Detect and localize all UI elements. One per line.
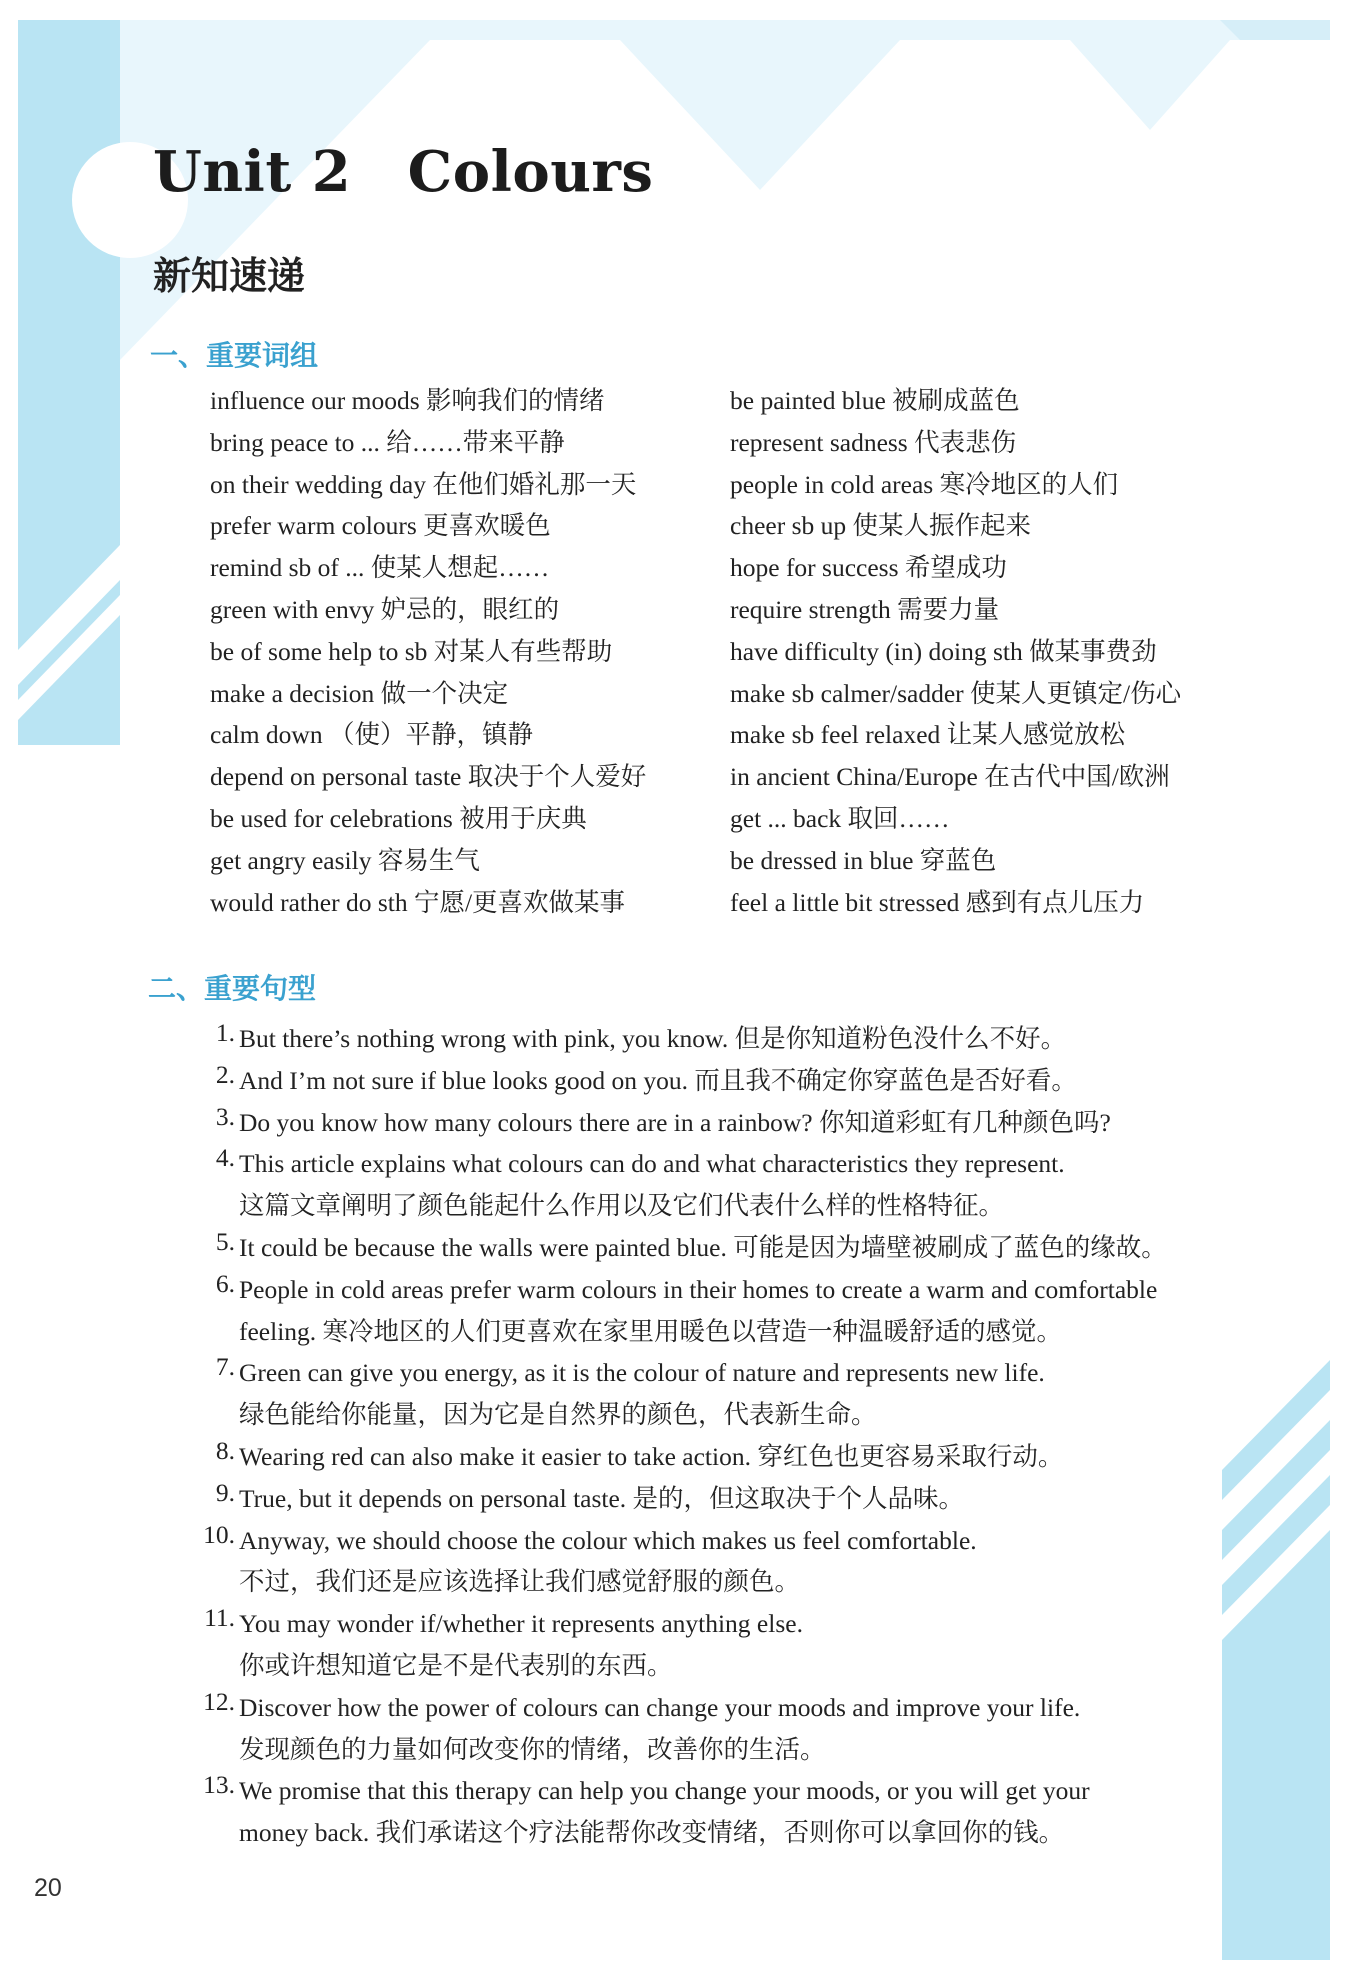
sentence-number: 9. xyxy=(215,1477,235,1507)
sentence-line: Wearing red can also make it easier to take action. 穿红色也更容易采取行动。 xyxy=(239,1441,1064,1471)
phrase-item: represent sadness 代表悲伤 xyxy=(730,427,1017,457)
sentence-item xyxy=(185,1269,1265,1353)
sentence-number: 7. xyxy=(215,1352,235,1382)
section-title: 新知速递 xyxy=(153,254,306,298)
unit-title: Unit 2 Colours xyxy=(153,139,654,205)
sentence-line: But there’s nothing wrong with pink, you know. 但是你知道粉色没什么不好。 xyxy=(239,1024,1067,1053)
sentence-line: It could be because the walls were painted blue. 可能是因为墙壁被刷成了蓝色的缘故。 xyxy=(239,1232,1167,1262)
sentence-line: And I’m not sure if blue looks good on you. 而且我不确定你穿蓝色是否好看。 xyxy=(239,1065,1077,1095)
sentence-number: 2. xyxy=(215,1059,235,1089)
sentence-line: This article explains what colours can do and what characteristics they represent. xyxy=(239,1149,1065,1179)
sentence-line: Anyway, we should choose the colour which makes us feel comfortable. xyxy=(239,1525,977,1555)
phrase-item: remind sb of ... 使某人想起…… xyxy=(210,553,550,583)
sentence-number: 11. xyxy=(204,1603,235,1633)
sentences-heading: 二、重要句型 xyxy=(148,972,317,1005)
sentence-line: 这篇文章阐明了颜色能起什么作用以及它们代表什么样的性格特征。 xyxy=(239,1191,1005,1221)
phrase-item: be painted blue 被刷成蓝色 xyxy=(730,386,1020,415)
sentence-line: Green can give you energy, as it is the colour of nature and represents new life. xyxy=(239,1358,1045,1388)
sentence-line: You may wonder if/whether it represents anything else. xyxy=(239,1609,803,1639)
sentence-item xyxy=(185,1770,1265,1854)
sentence-line: Discover how the power of colours can change your moods and improve your life. xyxy=(239,1692,1081,1722)
phrase-list-right xyxy=(730,380,1181,923)
sentence-line: 你或许想知道它是不是代表别的东西。 xyxy=(239,1650,673,1680)
phrase-item: make a decision 做一个决定 xyxy=(210,678,509,708)
phrase-item: have difficulty (in) doing sth 做某事费劲 xyxy=(730,636,1157,666)
sentence-number: 5. xyxy=(215,1226,235,1256)
sentence-item xyxy=(185,1436,1265,1478)
sentence-line: money back. 我们承诺这个疗法能帮你改变情绪，否则你可以拿回你的钱。 xyxy=(239,1818,1065,1848)
sentence-line: feeling. 寒冷地区的人们更喜欢在家里用暖色以营造一种温暖舒适的感觉。 xyxy=(239,1316,1063,1346)
sentence-line: Do you know how many colours there are in a rainbow? 你知道彩虹有几种颜色吗? xyxy=(239,1107,1111,1137)
phrase-item: green with envy 妒忌的，眼红的 xyxy=(210,594,560,624)
phrase-item: depend on personal taste 取决于个人爱好 xyxy=(210,762,647,792)
phrase-item: influence our moods 影响我们的情绪 xyxy=(210,386,605,415)
sentence-item xyxy=(185,1102,1265,1144)
sentence-line: 不过，我们还是应该选择让我们感觉舒服的颜色。 xyxy=(239,1567,801,1597)
phrase-item: on their wedding day 在他们婚礼那一天 xyxy=(210,469,637,499)
phrase-item: get angry easily 容易生气 xyxy=(210,845,480,875)
phrase-item: feel a little bit stressed 感到有点儿压力 xyxy=(730,887,1145,917)
phrase-item: require strength 需要力量 xyxy=(730,594,1000,624)
phrase-item: make sb feel relaxed 让某人感觉放松 xyxy=(730,720,1126,750)
sentence-number: 4. xyxy=(215,1143,235,1173)
sentence-number: 1. xyxy=(215,1018,235,1047)
sentence-list xyxy=(185,1018,1265,1854)
phrase-item: would rather do sth 宁愿/更喜欢做某事 xyxy=(210,887,626,917)
sentence-line: True, but it depends on personal taste. 是的，但这取决于个人品味。 xyxy=(239,1483,965,1513)
sentence-item xyxy=(185,1603,1265,1687)
sentence-line: People in cold areas prefer warm colours in their homes to create a warm and comfortable xyxy=(239,1274,1158,1304)
phrase-item: be of some help to sb 对某人有些帮助 xyxy=(210,636,613,666)
phrase-list-left xyxy=(210,380,646,923)
sentence-number: 6. xyxy=(215,1268,235,1298)
sentence-number: 10. xyxy=(203,1519,235,1549)
phrases-heading: 一、重要词组 xyxy=(150,339,319,372)
sentence-number: 12. xyxy=(203,1686,235,1716)
sentence-item xyxy=(185,1060,1265,1102)
phrase-item: in ancient China/Europe 在古代中国/欧洲 xyxy=(730,762,1170,792)
page-number: 20 xyxy=(34,1874,62,1902)
sentence-item xyxy=(185,1227,1265,1269)
sentence-number: 8. xyxy=(215,1435,235,1465)
sentence-line: 绿色能给你能量，因为它是自然界的颜色，代表新生命。 xyxy=(239,1400,877,1430)
phrase-item: get ... back 取回…… xyxy=(730,803,950,833)
phrase-item: bring peace to ... 给……带来平静 xyxy=(210,427,565,457)
phrase-item: hope for success 希望成功 xyxy=(730,553,1007,583)
sentence-item xyxy=(185,1687,1265,1771)
phrase-item: make sb calmer/sadder 使某人更镇定/伤心 xyxy=(730,678,1182,708)
phrase-item: be used for celebrations 被用于庆典 xyxy=(210,803,587,833)
sentence-line: We promise that this therapy can help you change your moods, or you will get your xyxy=(239,1776,1090,1806)
sentence-line: 发现颜色的力量如何改变你的情绪，改善你的生活。 xyxy=(239,1734,826,1764)
sentence-item xyxy=(185,1478,1265,1520)
sentence-item xyxy=(185,1018,1265,1060)
sentence-item xyxy=(185,1143,1265,1227)
phrase-item: people in cold areas 寒冷地区的人们 xyxy=(730,469,1119,499)
phrase-item: be dressed in blue 穿蓝色 xyxy=(730,845,997,875)
sentence-number: 3. xyxy=(215,1101,235,1131)
sentence-number: 13. xyxy=(203,1770,235,1800)
sentence-item xyxy=(185,1352,1265,1436)
phrase-item: prefer warm colours 更喜欢暖色 xyxy=(210,511,551,541)
sentence-item xyxy=(185,1520,1265,1604)
phrase-item: calm down （使）平静，镇静 xyxy=(210,720,533,750)
phrase-item: cheer sb up 使某人振作起来 xyxy=(730,511,1031,541)
